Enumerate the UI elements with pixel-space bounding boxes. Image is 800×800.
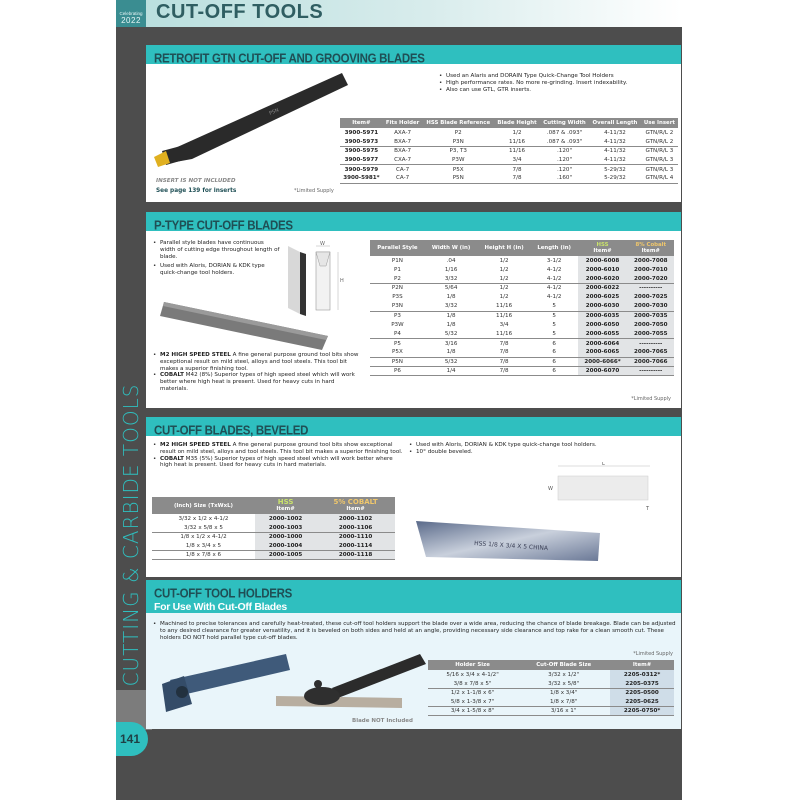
col-header: Cut-Off Blade Size xyxy=(517,660,610,670)
cell: 3/32 x 5/8 x 5 xyxy=(184,524,223,531)
table-row xyxy=(370,302,674,311)
badge-line2: 2022 xyxy=(121,16,141,25)
table-row xyxy=(370,366,674,375)
cell: GTN/R/L 3 xyxy=(645,156,674,163)
cell: 4-11/32 xyxy=(604,138,626,145)
cell: 2000-1002 xyxy=(255,514,316,523)
cell: 1/2 xyxy=(512,129,522,136)
cell: 5/32 xyxy=(444,330,458,337)
feature-bullet: • Used an Alaris and DORAIN Type Quick-Change Tool Holders xyxy=(438,73,678,80)
beveled-table xyxy=(152,497,395,560)
cell: 2000-6070 xyxy=(578,366,628,375)
limited-supply-note: *Limited Supply xyxy=(294,188,334,194)
material-note: • COBALT M35 (5%) Superior types of high speed steel which will work better where high heat is present. Used for heavy cuts in hard materials. xyxy=(152,456,404,470)
cell: 3/8 x 7/8 x 5" xyxy=(453,680,492,687)
cell: P5 xyxy=(370,339,425,348)
section-retrofit-gtn xyxy=(146,45,681,202)
cell: 1/8 xyxy=(425,311,478,320)
cell: 4-1/2 xyxy=(546,275,562,282)
cell: 2205-0500 xyxy=(610,688,674,697)
material-note: • M2 HIGH SPEED STEEL A fine general purpose ground tool bits show exceptional result on mild steel, alloys and tool steels. This tool bit makes a superior finishing tool. xyxy=(152,352,364,372)
cell: 3900-5975 xyxy=(340,146,383,155)
cell: GTN/R/L 3 xyxy=(641,146,678,155)
cell: 1/8 x 7/8" xyxy=(549,698,578,705)
cell: 1/8 x 3/4" xyxy=(517,688,610,697)
cell: 2000-7025 xyxy=(628,293,674,302)
table-row xyxy=(370,357,674,366)
cell: 4-11/32 xyxy=(604,129,626,136)
col-header: Blade Height xyxy=(494,118,540,128)
section-header xyxy=(146,45,681,64)
cell: 2000-6050 xyxy=(578,320,628,329)
cell: 5/32 xyxy=(425,357,478,366)
ptype-table xyxy=(370,240,674,376)
gtn-blade-image xyxy=(152,67,352,177)
cell: GTN/R/L 2 xyxy=(645,129,674,136)
cell: 3900-5981* xyxy=(340,174,383,183)
cell: 1/2 xyxy=(499,266,509,273)
cell: 7/8 xyxy=(494,165,540,174)
beveled-material-notes xyxy=(152,442,404,469)
col-header: Overall Length xyxy=(589,118,641,128)
cell: 1/2 xyxy=(477,284,530,293)
cell: P3W xyxy=(452,156,465,163)
cell: 1/8 x 3/4 x 5 xyxy=(185,542,222,549)
cell: .04 xyxy=(446,257,456,264)
cell: 2000-7055 xyxy=(628,330,674,339)
cell: 5 xyxy=(552,303,556,310)
cell: 4-1/2 xyxy=(546,294,562,301)
cell: 3/4 xyxy=(499,321,509,328)
cell: 2000-1110 xyxy=(316,532,395,541)
table-row xyxy=(428,679,674,688)
cell: 5/64 xyxy=(425,284,478,293)
cell: 11/16 xyxy=(496,303,513,310)
cell: P3W xyxy=(391,321,404,328)
col-header: HSS Blade Reference xyxy=(422,118,494,128)
table-row xyxy=(152,523,395,532)
col-header: Cutting Width xyxy=(540,118,589,128)
table-row xyxy=(370,320,674,329)
catalog-page xyxy=(116,0,682,800)
table-row xyxy=(428,698,674,707)
cell: 3/32 xyxy=(444,303,458,310)
cell: 2000-7035 xyxy=(628,311,674,320)
ptype-features xyxy=(152,240,280,277)
cell: 2000-7008 xyxy=(628,256,674,265)
cell: 3/32 xyxy=(444,275,458,282)
table-header-row xyxy=(370,240,674,256)
svg-text:HSS 1/8 X 3/4 X 5 CHINA: HSS 1/8 X 3/4 X 5 CHINA xyxy=(473,540,549,553)
cell: 3900-5977 xyxy=(344,156,379,163)
cell: 2000-1118 xyxy=(316,551,395,560)
col-header: Use Insert xyxy=(641,118,678,128)
cell: 3/32 x 1/2 x 4-1/2 xyxy=(178,515,229,522)
cell: 1/4 xyxy=(425,366,478,375)
cell: 2000-6025 xyxy=(578,293,628,302)
cell: 4-11/32 xyxy=(604,156,626,163)
cell: 1/2 xyxy=(499,294,509,301)
col-header-hss: HSS Item# xyxy=(255,497,316,514)
table-row xyxy=(340,174,678,183)
cell: 6 xyxy=(531,366,578,375)
cell: 2205-0750* xyxy=(610,707,674,716)
cell: CA-7 xyxy=(383,165,423,174)
cell: 2000-7020 xyxy=(628,274,674,283)
table-row xyxy=(152,542,395,551)
cell: 2000-6008 xyxy=(578,256,628,265)
col-header: Height H (in) xyxy=(477,240,530,256)
cell: 2000-6010 xyxy=(578,265,628,274)
cell: .087 & .093" xyxy=(546,138,583,145)
cell: 7/8 xyxy=(477,339,530,348)
section-beveled-blades xyxy=(146,417,681,577)
table-row xyxy=(370,284,674,293)
col-header: Length (in) xyxy=(531,240,578,256)
col-header: Holder Size xyxy=(428,660,517,670)
cell: GTN/R/L 4 xyxy=(641,174,678,183)
cell: 5/8 x 1-3/8 x 7" xyxy=(450,698,495,705)
cell: P6 xyxy=(370,366,425,375)
beveled-blade-image xyxy=(414,517,604,567)
table-row xyxy=(370,265,674,274)
cell: 2000-1003 xyxy=(255,523,316,532)
cell: P3S xyxy=(392,294,403,301)
p-type-blade-image xyxy=(158,294,328,354)
table-header-row xyxy=(428,660,674,670)
cell: 1/2 xyxy=(499,275,509,282)
svg-text:W: W xyxy=(320,241,325,247)
cell: P5N xyxy=(422,174,494,183)
cell: 7/8 xyxy=(477,366,530,375)
cell: .120" xyxy=(540,146,589,155)
table-row xyxy=(340,165,678,174)
cell: 2205-0625 xyxy=(610,698,674,707)
cell: 3900-5973 xyxy=(344,138,379,145)
side-category-text: CUTTING & CARBIDE TOOLS xyxy=(119,383,143,687)
cell: 1/8 xyxy=(446,321,456,328)
badge-line1: Celebrating xyxy=(119,11,143,16)
col-header: Item# xyxy=(610,660,674,670)
section-title: CUT-OFF BLADES, BEVELED xyxy=(154,424,309,438)
col-header: Item# xyxy=(340,118,383,128)
insert-not-included-note: INSERT IS NOT INCLUDED xyxy=(156,178,236,184)
cell: GTN/R/L 3 xyxy=(641,165,678,174)
retrofit-table xyxy=(340,118,678,184)
cell: 11/16 xyxy=(494,146,540,155)
cell: BXA-7 xyxy=(383,146,423,155)
cell: 5/16 x 3/4 x 4-1/2" xyxy=(446,671,499,678)
cell: P2N xyxy=(370,284,425,293)
table-row xyxy=(370,330,674,339)
table-row xyxy=(428,688,674,697)
cell: 2205-0375 xyxy=(610,679,674,688)
cell: 2000-7066 xyxy=(628,357,674,366)
cell: 7/8 xyxy=(499,349,509,356)
cell: P2 xyxy=(393,275,401,282)
table-row xyxy=(152,514,395,523)
cell: 1/2 xyxy=(499,257,509,264)
cell: 11/16 xyxy=(477,311,530,320)
cell: 11/16 xyxy=(496,330,513,337)
section-subtitle: For Use With Cut-Off Blades xyxy=(154,601,287,613)
cell: 6 xyxy=(531,357,578,366)
cell: P2 xyxy=(454,129,462,136)
col-header-cobalt: 8% Cobalt Item# xyxy=(628,240,674,256)
svg-text:P5N: P5N xyxy=(268,107,280,117)
cell: BXA-7 xyxy=(394,138,412,145)
table-row xyxy=(370,311,674,320)
cell: 1/16 xyxy=(444,266,458,273)
limited-supply-note: *Limited Supply xyxy=(631,396,671,402)
cell: 4-1/2 xyxy=(531,284,578,293)
cell: 2000-6022 xyxy=(578,284,628,293)
cell: P5X xyxy=(422,165,494,174)
cell: 1/8 x 1/2 x 4-1/2 xyxy=(152,532,255,541)
col-header-hss: HSS Item# xyxy=(578,240,628,256)
cell: 3900-5971 xyxy=(344,129,379,136)
retrofit-features xyxy=(438,73,678,93)
cell: CA-7 xyxy=(383,174,423,183)
cell: 3-1/2 xyxy=(546,257,562,264)
cell: AXA-7 xyxy=(394,129,412,136)
section-title: RETROFIT GTN CUT-OFF AND GROOVING BLADES xyxy=(154,52,425,66)
holders-description xyxy=(152,621,676,641)
feature-bullet: • Used with Aloris, DORIAN & KDK type quick-change tool holders. xyxy=(408,442,678,449)
cell: 2000-6065 xyxy=(578,348,628,357)
col-header: (Inch) Size (TxWxL) xyxy=(152,497,255,514)
cell: 7/8 xyxy=(494,174,540,183)
table-row xyxy=(340,156,678,165)
cell: 3/32 x 5/8" xyxy=(548,680,580,687)
cell: 3900-5979 xyxy=(340,165,383,174)
feature-bullet: • Also can use GTL, GTR inserts. xyxy=(438,87,678,94)
feature-bullet: • Parallel style blades have continuous width of cutting edge throughout length of blade. xyxy=(152,240,280,260)
cell: 3/16 x 1" xyxy=(517,707,610,716)
cell: 2000-6066* xyxy=(578,357,628,366)
cell: 2000-6030 xyxy=(578,302,628,311)
cell: 2205-0312* xyxy=(610,670,674,679)
cell: 3/4 xyxy=(512,156,522,163)
cell: 2000-1114 xyxy=(316,542,395,551)
cell: 2000-1000 xyxy=(255,532,316,541)
cell: 2000-7065 xyxy=(628,348,674,357)
table-row xyxy=(370,274,674,283)
cell: P3 xyxy=(370,311,425,320)
cell: 6 xyxy=(531,339,578,348)
section-header xyxy=(146,580,681,613)
cell: 3/16 xyxy=(425,339,478,348)
table-row xyxy=(428,707,674,716)
cell: 3/32 x 1/2" xyxy=(548,671,580,678)
table-row xyxy=(370,293,674,302)
material-note: • COBALT M42 (8%) Superior types of high speed steel which will work better where high heat is present. Used for heavy cuts in hard materials. xyxy=(152,372,364,392)
side-category-label xyxy=(116,340,146,730)
cell: 5-29/32 xyxy=(589,165,641,174)
cell: 2000-1106 xyxy=(316,523,395,532)
cell: 1/8 xyxy=(446,349,456,356)
table-header-row xyxy=(340,118,678,128)
feature-bullet: • 10° double beveled. xyxy=(408,449,678,456)
svg-text:W: W xyxy=(548,486,553,492)
cell: 2000-6055 xyxy=(578,330,628,339)
cell: ---------- xyxy=(628,339,674,348)
cell: 11/16 xyxy=(508,138,526,145)
cell: 5-29/32 xyxy=(589,174,641,183)
cell: 2000-6064 xyxy=(578,339,628,348)
ptype-material-notes xyxy=(152,352,364,393)
cell: P1N xyxy=(391,257,403,264)
see-page-link[interactable]: See page 139 for inserts xyxy=(156,188,237,194)
cell: .087 & .093" xyxy=(546,129,583,136)
cell: 7/8 xyxy=(477,357,530,366)
table-row xyxy=(370,256,674,265)
feature-bullet: • Used with Aloris, DORIAN & KDK type quick-change tool holders. xyxy=(152,263,280,277)
cell: P3, T3 xyxy=(422,146,494,155)
feature-bullet: • High performance rates. No more re-grinding. Insert indexability. xyxy=(438,80,678,87)
material-note: • M2 HIGH SPEED STEEL A fine general purpose ground tool bits show exceptional result on mild steel, alloys and tool steels. This tool bit makes a superior finishing tool. xyxy=(152,442,404,456)
cell: .120" xyxy=(557,156,573,163)
section-header xyxy=(146,417,681,436)
table-row xyxy=(340,128,678,137)
table-row xyxy=(340,137,678,146)
section-header xyxy=(146,212,681,231)
section-title: CUT-OFF TOOL HOLDERS xyxy=(154,587,292,601)
cell: 2000-7010 xyxy=(628,265,674,274)
page-header xyxy=(116,0,682,27)
cell: CXA-7 xyxy=(394,156,412,163)
table-row xyxy=(370,348,674,357)
cell: 5 xyxy=(531,311,578,320)
limited-supply-note: *Limited Supply xyxy=(633,651,673,657)
section-tool-holders xyxy=(146,580,681,729)
cell: P5N xyxy=(370,357,425,366)
cell: 5 xyxy=(552,330,556,337)
cell: P1 xyxy=(393,266,401,273)
col-header-cobalt: 5% COBALT Item# xyxy=(316,497,395,514)
cell: 2000-1004 xyxy=(255,542,316,551)
cell: P5X xyxy=(392,349,403,356)
section-p-type-blades xyxy=(146,212,681,408)
holders-table xyxy=(428,660,674,716)
cell: 2000-7050 xyxy=(628,320,674,329)
col-header: Width W (in) xyxy=(425,240,478,256)
cell: ---------- xyxy=(628,366,674,375)
cell: 6 xyxy=(552,349,556,356)
svg-text:H: H xyxy=(340,278,344,284)
table-row xyxy=(152,532,395,541)
cell: 1/2 x 1-1/8 x 6" xyxy=(428,688,517,697)
cell: P3N xyxy=(391,303,403,310)
cell: 2000-6035 xyxy=(578,311,628,320)
table-row xyxy=(370,339,674,348)
cell: 5 xyxy=(552,321,556,328)
cell: GTN/R/L 2 xyxy=(645,138,674,145)
cell: 4-1/2 xyxy=(546,266,562,273)
cell: ---------- xyxy=(628,284,674,293)
celebrating-2022-badge xyxy=(116,0,146,27)
cell: 1/8 x 7/8 x 6 xyxy=(152,551,255,560)
cell: 4-11/32 xyxy=(589,146,641,155)
cell: 2000-1005 xyxy=(255,551,316,560)
cell: 2000-6020 xyxy=(578,274,628,283)
col-header: Fits Holder xyxy=(383,118,423,128)
table-header-row xyxy=(152,497,395,514)
cell: 3/4 x 1-5/8 x 8" xyxy=(428,707,517,716)
svg-text:L: L xyxy=(602,462,605,467)
cell: 2000-1102 xyxy=(316,514,395,523)
section-title: P-TYPE CUT-OFF BLADES xyxy=(154,219,293,233)
svg-text:T: T xyxy=(646,506,650,512)
col-header: Parallel Style xyxy=(370,240,425,256)
table-row xyxy=(428,670,674,679)
blade-not-included-note: Blade NOT Included xyxy=(352,718,413,724)
table-row xyxy=(152,551,395,560)
beveled-blade-diagram xyxy=(546,462,656,512)
beveled-features xyxy=(408,442,678,456)
cell: 2000-7030 xyxy=(628,302,674,311)
cell: .120" xyxy=(540,165,589,174)
page-title: CUT-OFF TOOLS xyxy=(156,1,324,23)
cell: .160" xyxy=(540,174,589,183)
cell: P4 xyxy=(393,330,401,337)
cell: 1/8 xyxy=(446,294,456,301)
table-row xyxy=(340,146,678,155)
page-number: 141 xyxy=(116,722,148,756)
cell: P3N xyxy=(452,138,464,145)
description-bullet: • Machined to precise tolerances and carefully heat-treated, these cut-off tool holders support the blade over a wide area, reducing the chance of blade breakage. Blade can be adjusted to any desired clearance for greater versatility, and it is beveled on both sides and held at an angle, providing necessary side clearance and top rake for a clean smooth cut. These holders DO NOT hold parallel type cut-off blades. xyxy=(152,621,676,641)
